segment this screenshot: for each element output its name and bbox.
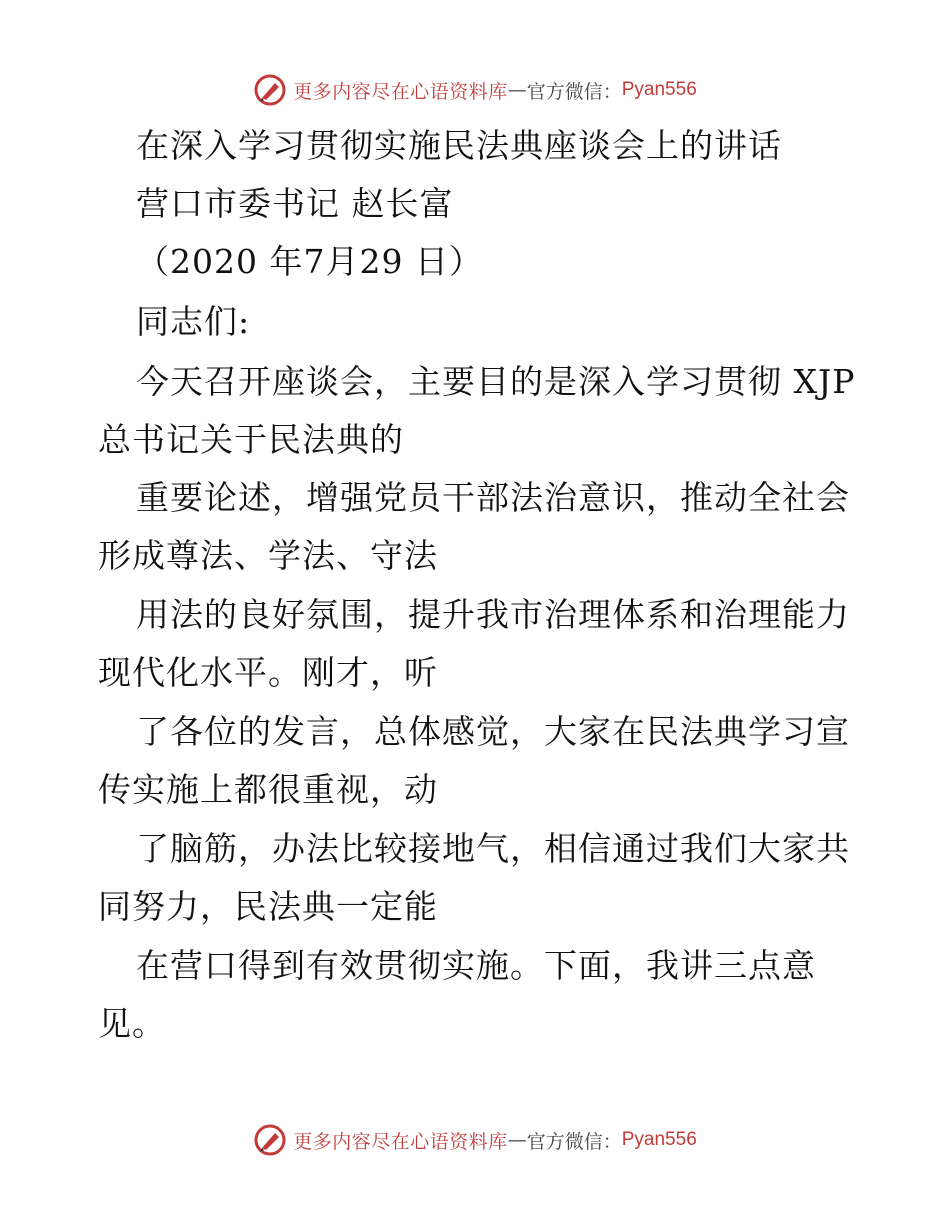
pen-logo-icon: [253, 73, 287, 107]
body-line: 今天召开座谈会，主要目的是深入学习贯彻 XJP: [136, 362, 856, 401]
watermark-site-text: 更多内容尽在心语资料库: [293, 80, 508, 103]
document-title: 在深入学习贯彻实施民法典座谈会上的讲话: [136, 126, 782, 165]
body-line: 形成尊法、学法、守法: [98, 536, 438, 575]
body-line: 在营口得到有效贯彻实施。下面，我讲三点意: [136, 946, 816, 985]
body-line: 见。: [98, 1004, 166, 1043]
body-line: 总书记关于民法典的: [98, 420, 404, 459]
body-line: 用法的良好氛围，提升我市治理体系和治理能力: [136, 595, 850, 634]
watermark-dash: —: [507, 1129, 527, 1151]
body-line: 现代化水平。刚才，听: [98, 653, 438, 692]
body-line: 传实施上都很重视，动: [98, 770, 438, 809]
watermark-wechat-id: Pyan556: [621, 79, 697, 100]
watermark-wechat-id: Pyan556: [621, 1129, 697, 1150]
watermark-wechat-label: 官方微信：: [526, 80, 622, 103]
watermark-site-text: 更多内容尽在心语资料库: [293, 1130, 508, 1153]
document-author: 营口市委书记 赵长富: [136, 184, 454, 223]
header-watermark: [0, 70, 950, 110]
watermark-dash: —: [507, 79, 527, 101]
body-line: 了各位的发言，总体感觉，大家在民法典学习宣: [136, 712, 850, 751]
salutation: 同志们:: [136, 302, 251, 341]
body-line: 同努力，民法典一定能: [98, 887, 438, 926]
document-date: （2020 年7月29 日）: [136, 242, 483, 281]
pen-logo-icon: [253, 1123, 287, 1157]
body-line: 重要论述，增强党员干部法治意识，推动全社会: [136, 478, 850, 517]
footer-watermark: [0, 1120, 950, 1160]
body-line: 了脑筋，办法比较接地气，相信通过我们大家共: [136, 829, 850, 868]
watermark-wechat-label: 官方微信：: [526, 1130, 622, 1153]
